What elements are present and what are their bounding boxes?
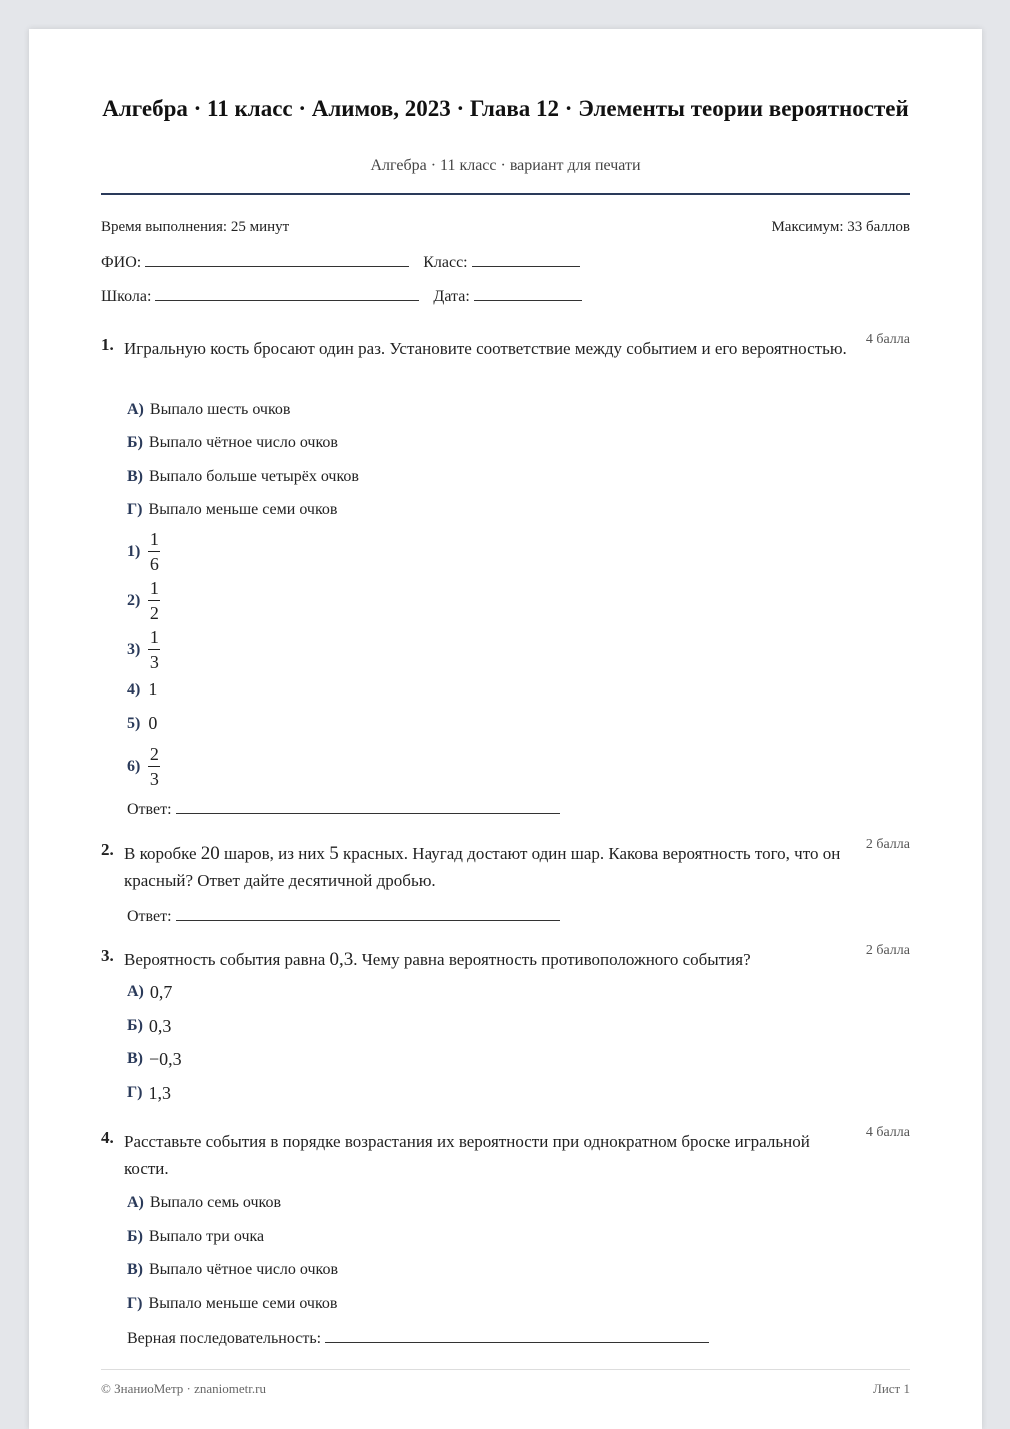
school-date-row (101, 286, 582, 306)
option-label: Г) (127, 1084, 143, 1102)
question-number: 3. (101, 946, 114, 965)
max-score: Максимум: 33 баллов (771, 219, 910, 235)
numerator: 1 (149, 578, 159, 598)
value-2 (127, 578, 160, 623)
fraction (148, 529, 160, 574)
option-label: А) (127, 1194, 144, 1211)
date-input-line[interactable] (474, 286, 582, 301)
class-label: Класс: (423, 254, 468, 271)
question-number: 1. (101, 335, 114, 354)
option-text: Выпало чётное число очков (149, 1261, 339, 1278)
denominator: 6 (149, 554, 159, 574)
option-text: Выпало меньше семи очков (148, 501, 338, 518)
option-v (127, 1049, 182, 1070)
answer-label: Верная последовательность: (127, 1330, 322, 1347)
option-b (127, 434, 338, 452)
denominator: 3 (149, 652, 159, 672)
answer-row (127, 799, 560, 819)
value-1 (127, 529, 160, 574)
option-label: Б) (127, 434, 143, 451)
value-5 (127, 713, 157, 734)
worksheet-page (29, 29, 982, 1429)
option-g (127, 1295, 337, 1313)
option-label: Б) (127, 1228, 143, 1245)
option-text: 0,7 (149, 982, 173, 1002)
option-label: В) (127, 1050, 143, 1068)
answer-row (127, 1328, 709, 1348)
option-a (127, 982, 172, 1003)
time-limit: Время выполнения: 25 минут (101, 219, 290, 235)
option-v (127, 1261, 338, 1279)
school-input-line[interactable] (155, 286, 419, 301)
fraction (148, 627, 160, 672)
option-text: Выпало меньше семи очков (148, 1295, 338, 1312)
class-input-line[interactable] (472, 252, 580, 267)
question-text: Игральную кость бросают один раз. Установите соответствие между событием и его вероятностью. (124, 339, 847, 358)
fio-label: ФИО: (101, 254, 142, 271)
value-6 (127, 744, 160, 789)
option-label: В) (127, 468, 143, 485)
option-b (127, 1016, 171, 1037)
option-label: Г) (127, 501, 143, 518)
option-a (127, 401, 290, 419)
footer-divider (101, 1369, 910, 1370)
footer-copyright: © ЗнаниоМетр · znaniometr.ru (101, 1381, 266, 1396)
date-label: Дата: (433, 288, 470, 305)
option-g (127, 501, 337, 519)
fraction (148, 578, 160, 623)
option-text: −0,3 (149, 1049, 182, 1069)
answer-label: Ответ: (127, 801, 172, 818)
answer-input-line[interactable] (325, 1328, 709, 1343)
value-number: 1 (148, 679, 158, 699)
question-text: Расставьте события в порядке возрастания их вероятности при однократном броске игральной кости. (124, 1132, 810, 1178)
question-points: 4 балла (865, 1125, 910, 1140)
question-text: Вероятность события равна 0,3. Чему равна вероятность противоположного события? (124, 949, 751, 970)
answer-input-line[interactable] (176, 799, 560, 814)
option-label: В) (127, 1261, 143, 1278)
question-text: В коробке 20 шаров, из них 5 красных. Наугад достают один шар. Какова вероятность того, что он красный? Ответ дайте десятичной дробью. (124, 843, 841, 890)
fraction (148, 744, 160, 789)
option-label: Б) (127, 1017, 143, 1035)
numerator: 1 (149, 627, 159, 647)
page-title: Алгебра · 11 класс · Алимов, 2023 · Глава 12 · Элементы теории вероятностей (102, 96, 909, 121)
option-text: Выпало семь очков (149, 1194, 282, 1211)
numerator: 1 (149, 529, 159, 549)
header-divider (101, 193, 910, 195)
option-text: 1,3 (148, 1083, 172, 1103)
question-number: 2. (101, 840, 114, 859)
fio-input-line[interactable] (145, 252, 409, 267)
option-label: А) (127, 401, 144, 418)
value-label: 5) (127, 714, 141, 732)
page-subtitle: Алгебра · 11 класс · вариант для печати (370, 157, 641, 174)
answer-input-line[interactable] (176, 906, 560, 921)
option-text: Выпало больше четырёх очков (149, 468, 359, 485)
value-label: 1) (127, 542, 141, 560)
value-3 (127, 627, 160, 672)
option-text: Выпало шесть очков (149, 401, 291, 418)
option-text: 0,3 (148, 1016, 172, 1036)
denominator: 2 (149, 603, 159, 623)
value-label: 3) (127, 640, 141, 658)
value-label: 2) (127, 591, 141, 609)
footer-page-number: Лист 1 (873, 1381, 910, 1396)
answer-row (127, 906, 560, 926)
option-label: А) (127, 983, 144, 1001)
numerator: 2 (149, 744, 159, 764)
answer-label: Ответ: (127, 908, 172, 925)
value-label: 6) (127, 757, 141, 775)
question-points: 2 балла (865, 837, 910, 852)
value-number: 0 (148, 713, 158, 733)
option-text: Выпало чётное число очков (148, 434, 338, 451)
value-4 (127, 679, 157, 700)
option-a (127, 1194, 281, 1212)
option-b (127, 1228, 264, 1246)
denominator: 3 (149, 769, 159, 789)
value-label: 4) (127, 680, 141, 698)
question-points: 2 балла (865, 943, 910, 958)
question-points: 4 балла (865, 332, 910, 347)
fio-class-row (101, 252, 580, 272)
option-label: Г) (127, 1295, 143, 1312)
question-number: 4. (101, 1128, 114, 1147)
option-g (127, 1083, 171, 1104)
option-v (127, 468, 359, 486)
school-label: Школа: (101, 288, 152, 305)
option-text: Выпало три очка (148, 1228, 265, 1245)
page-content (101, 29, 910, 1429)
